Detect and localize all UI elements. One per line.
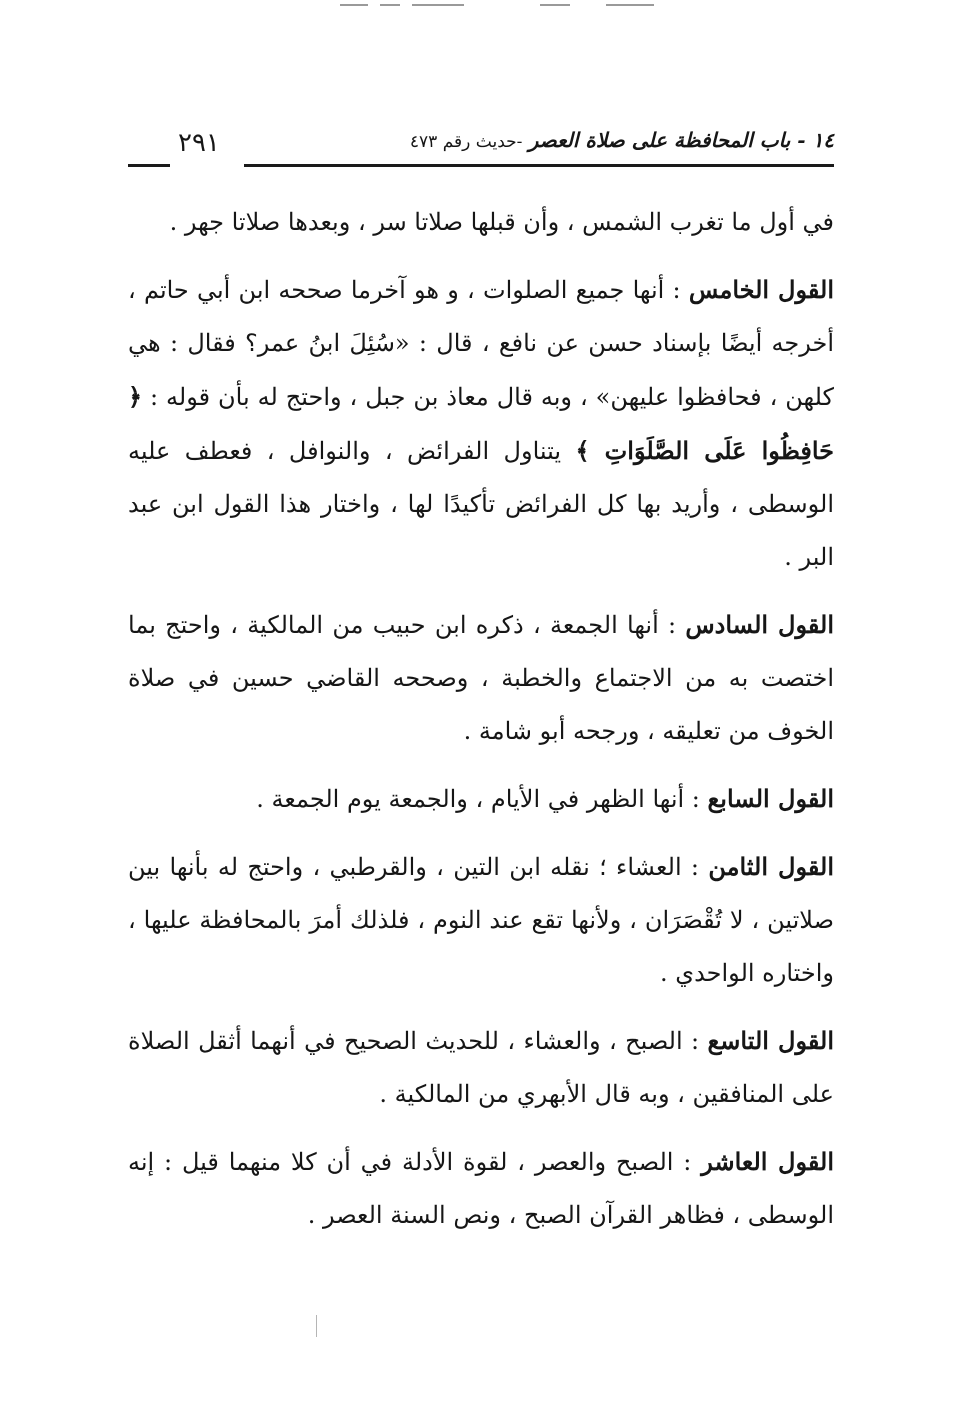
paragraph-heading: القول الثامن (708, 852, 834, 881)
paragraph-heading: القول التاسع (707, 1026, 834, 1055)
hadith-number: -حديث رقم ٤٧٣ (409, 132, 523, 152)
header-rule (244, 164, 834, 167)
top-edge-mark (412, 4, 464, 6)
paragraph-text: : العشاء ؛ نقله ابن التين ، والقرطبي ، واحتج له بأنها بين صلاتين ، لا تُقْصَرَان ، ولأنها تقع عند النوم ، فلذلك أمرَ بالمحافظة عليها ، واختاره الواحدي . (128, 853, 834, 987)
running-header (128, 124, 834, 168)
paragraph-heading: القول السادس (685, 610, 834, 639)
paragraph-tenth-opinion (128, 1135, 834, 1242)
page-number: ٢٩١ (178, 128, 220, 158)
top-edge-mark (380, 4, 400, 6)
quran-verse: ﴿ حَافِظُوا عَلَى الصَّلَوَاتِ ﴾ (128, 382, 834, 465)
chapter-name: ١٤ - باب المحافظة على صلاة العصر (528, 128, 834, 152)
paragraph-text: : أنها الجمعة ، ذكره ابن حبيب من المالكية ، واحتج بما اختصت به من الاجتماع والخطبة ، وصححه القاضي حسين في صلاة الخوف من تعليقه ، ورجحه أبو شامة . (128, 611, 834, 745)
paragraph-fifth-opinion (128, 263, 834, 584)
paragraph-heading: القول الخامس (688, 275, 835, 304)
chapter-title (410, 126, 834, 156)
paragraph-text: : أنها الظهر في الأيام ، والجمعة يوم الجمعة . (256, 785, 700, 813)
paragraph-heading: القول السابع (707, 784, 834, 813)
paragraph-text: : الصبح والعصر ، لقوة الأدلة في أن كلا منهما قيل : إنه الوسطى ، فظاهر القرآن الصبح ، ونص السنة العصر . (128, 1148, 834, 1229)
paragraph-seventh-opinion (128, 772, 834, 826)
scan-mark (316, 1315, 317, 1337)
paragraph-heading: القول العاشر (701, 1147, 834, 1176)
body-text (128, 196, 834, 1256)
top-edge-mark (540, 4, 570, 6)
paragraph-sixth-opinion (128, 598, 834, 758)
paragraph-eighth-opinion (128, 840, 834, 1000)
header-rule-short (128, 164, 170, 167)
paragraph-text: في أول ما تغرب الشمس ، وأن قبلها صلاتا سر ، وبعدها صلاتا جهر . (169, 208, 834, 236)
paragraph-continuation (128, 196, 834, 249)
paragraph-text: يتناول الفرائض ، والنوافل ، فعطف عليه الوسطى ، وأريد بها كل الفرائض تأكيدًا لها ، واختار هذا القول ابن عبد البر . (128, 437, 835, 571)
paragraph-ninth-opinion (128, 1014, 834, 1121)
paragraph-text: : الصبح ، والعشاء ، للحديث الصحيح في أنهما أثقل الصلاة على المنافقين ، وبه قال الأبهري من المالكية . (128, 1027, 834, 1108)
paragraph-text: : أنها جميع الصلوات ، و هو آخرما صححه ابن أبي حاتم ، أخرجه أيضًا بإسناد حسن عن نافع ، قال : «سُئِلَ ابنُ عمر؟ فقال : هي كلهن ، فحافظوا عليهن» ، وبه قال معاذ بن جبل ، واحتج له بأن قوله : (128, 276, 834, 411)
top-edge-mark (340, 4, 368, 6)
top-edge-mark (606, 4, 654, 6)
